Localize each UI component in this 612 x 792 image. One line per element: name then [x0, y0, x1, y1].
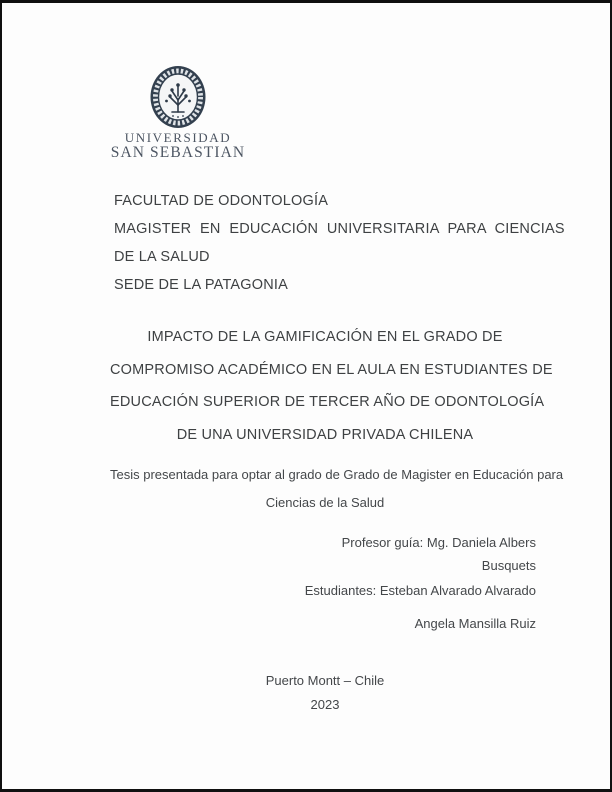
thesis-title-line1: IMPACTO DE LA GAMIFICACIÓN EN EL GRADO DE — [147, 329, 503, 345]
faculty-name: FACULTAD DE ODONTOLOGÍA — [114, 193, 329, 209]
university-wordmark-line1: UNIVERSIDAD — [124, 130, 232, 145]
footer-city: Puerto Montt – Chile — [265, 673, 385, 688]
degree-statement-line1: Tesis presentada para optar al grado de Grado de Magister en Educación para — [110, 467, 564, 482]
student-line1: Estudiantes: Esteban Alvarado Alvarado — [304, 583, 536, 598]
advisor-block — [342, 531, 536, 577]
university-logo — [98, 65, 258, 162]
university-wordmark-line2: SAN SEBASTIAN — [110, 144, 246, 162]
advisor-line1: Profesor guía: Mg. Daniela Albers — [341, 535, 536, 550]
advisor-line2: Busquets — [481, 558, 536, 573]
campus-name: SEDE DE LA PATAGONIA — [114, 277, 289, 293]
students-block — [305, 581, 536, 634]
program-name-line2: DE LA SALUD — [114, 249, 210, 265]
footer-block — [110, 669, 540, 717]
faculty-block — [114, 187, 565, 299]
thesis-title-line4: DE UNA UNIVERSIDAD PRIVADA CHILENA — [176, 426, 474, 443]
thesis-title-line3: EDUCACIÓN SUPERIOR DE TERCER AÑO DE ODONTOLOGÍA — [110, 394, 545, 410]
degree-statement — [110, 461, 564, 517]
thesis-title — [110, 321, 553, 451]
program-name-line1: MAGISTER EN EDUCACIÓN UNIVERSITARIA PARA CIENCIAS — [114, 221, 565, 237]
student-line2: Angela Mansilla Ruiz — [414, 616, 536, 631]
thesis-title-line2: COMPROMISO ACADÉMICO EN EL AULA EN ESTUDIANTES DE — [110, 361, 553, 378]
footer-year: 2023 — [310, 697, 340, 712]
university-seal-icon — [149, 65, 207, 129]
degree-statement-line2: Ciencias de la Salud — [265, 495, 385, 510]
